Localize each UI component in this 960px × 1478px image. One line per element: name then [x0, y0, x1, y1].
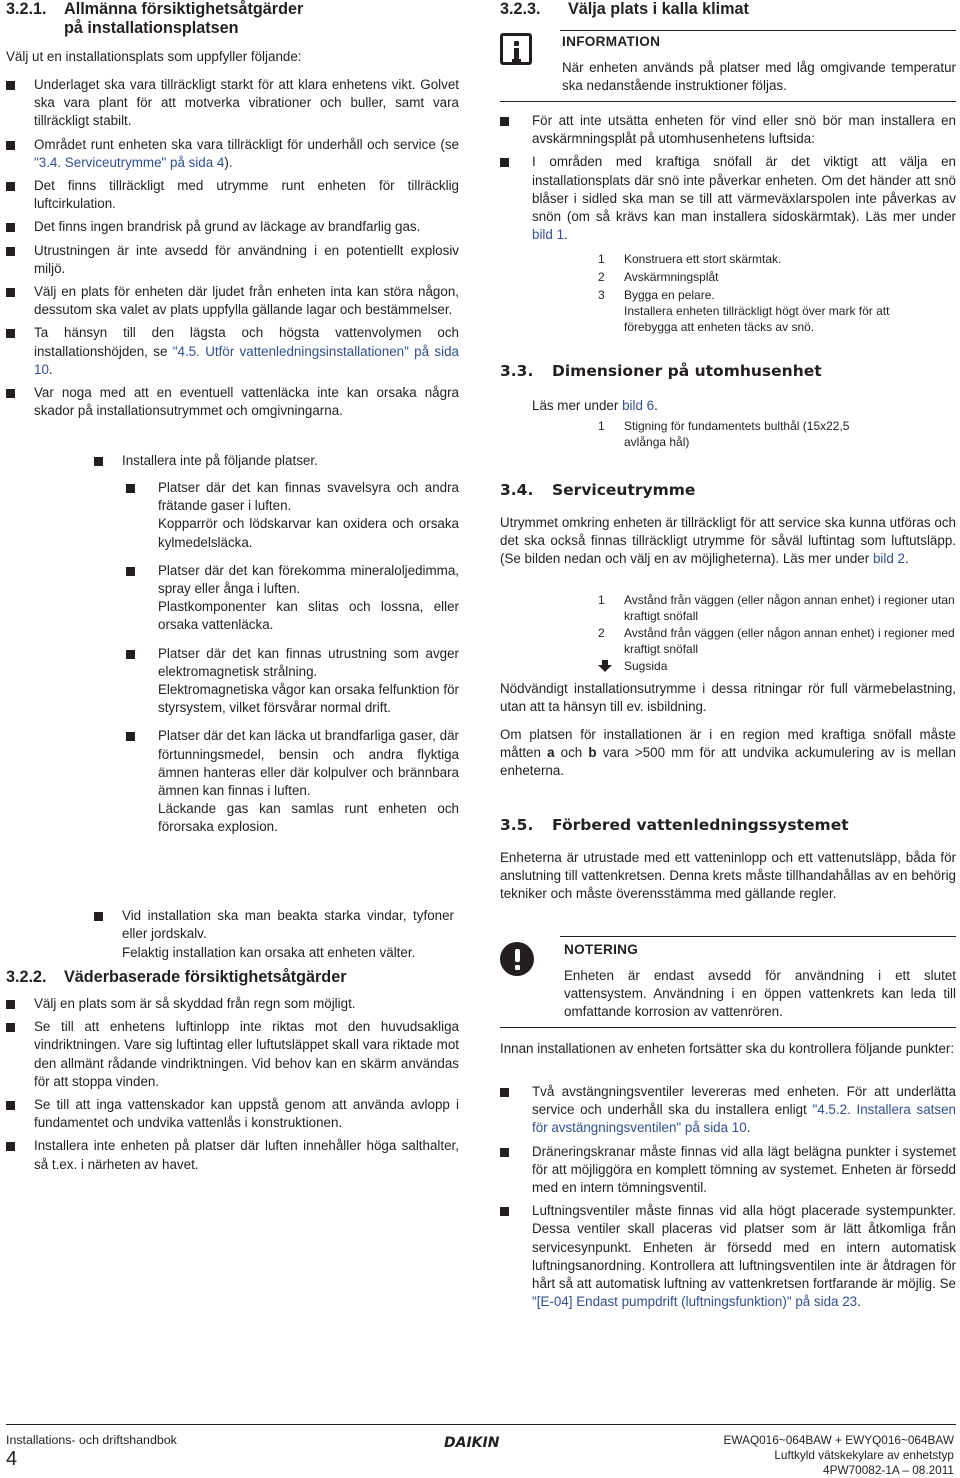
footer-model: EWAQ016~064BAW + EWYQ016~064BAW	[723, 1433, 954, 1447]
legend-item	[598, 418, 858, 450]
link-bild-2[interactable]: bild 2	[872, 551, 905, 567]
heading-number: 3.3.	[500, 362, 534, 380]
figure-legend-bild-6	[598, 418, 858, 450]
footer-page-number: 4	[6, 1448, 18, 1470]
note-box	[500, 936, 956, 1028]
place-text: Platser där det kan finnas utrustning som avger elektromagnetisk strålning.	[158, 645, 459, 679]
information-box	[500, 30, 956, 102]
list-item	[6, 136, 459, 172]
bullet-text: Två avstängningsventiler levereras med enheten. För att underlätta service och underhåll ska du installera enligt	[532, 1084, 956, 1118]
place-text: Platser där det kan läcka ut brandfarliga gaser, där förtunningsmedel, bensin och andra flyktiga ämnen hanteras eller där kolpulver och brännbara ämnen kan finnas i luften.	[158, 728, 459, 799]
installation-space-paragraph: Nödvändigt installationsutrymme i dessa ritningar rör full värmebelastning, utan att ta hänsyn till ev. isbildning.	[500, 681, 956, 715]
legend-number: 2	[598, 270, 605, 284]
water-system-paragraph: Enheterna är utrustade med ett vatteninlopp och ett vattenutsläpp, båda för anslutning till vattenkretsen. Denna krets måste tillhandahållas av en behörig tekniker och måste överensstämma med gällande regler.	[500, 850, 956, 902]
bullet-text: .	[857, 1294, 861, 1310]
place-note: Elektromagnetiska vågor kan orsaka felfunktion för styrsystem, vilket försvårar normal drift.	[158, 682, 459, 716]
legend-number: 1	[598, 252, 605, 266]
heading-number: 3.4.	[500, 481, 534, 499]
legend-item	[598, 658, 956, 674]
legend-text: Konstruera ett stort skärmtak.	[624, 252, 782, 266]
legend-item	[598, 269, 938, 285]
legend-text: Stigning för fundamentets bulthål (15x22,5 avlånga hål)	[624, 419, 850, 449]
bullet-text: Var noga med att en eventuell vattenläcka inte kan orsaka några skador på installationsutrymmet och omgivningarna.	[34, 385, 459, 419]
wind-text: Vid installation ska man beakta starka vindar, tyfoner eller jordskalv.	[122, 908, 454, 942]
box-bottom-rule	[500, 101, 956, 102]
read-text: Läs mer under	[532, 398, 623, 413]
list-item: För att inte utsätta enheten för vind eller snö bör man installera en avskärmningsplåt på utomhusenhetens luftsida:	[500, 112, 956, 148]
legend-number: 1	[598, 593, 605, 607]
read-more-bild-6	[532, 397, 658, 415]
legend-number: 2	[598, 626, 605, 640]
heading-title: Serviceutrymme	[552, 481, 696, 499]
left-column	[6, 0, 459, 1172]
suction-side-arrow-icon	[598, 660, 612, 672]
place-text: Platser där det kan förekomma mineraloljedimma, spray eller ånga i luften.	[158, 562, 459, 597]
list-item: Utrustningen är inte avsedd för användning i en potentiellt explosiv miljö.	[6, 242, 459, 278]
snowfall-paragraph	[500, 726, 956, 781]
legend-text: Avstånd från väggen (eller någon annan enhet) i regioner med kraftigt snöfall	[624, 626, 955, 656]
paragraph-text: vara >500 mm för att undvika ackumulering av is mellan enheterna.	[500, 745, 956, 779]
heading-title-line-2: på installationsplatsen	[64, 19, 239, 37]
heading-title: Förbered vattenledningssystemet	[552, 816, 849, 834]
information-heading: INFORMATION	[562, 34, 661, 49]
bullet-text: Luftningsventiler måste finnas vid alla högt placerade systempunkter. Dessa ventiler skall placeras vid platser som är lätt åtkomliga från servicesynpunkt. Enheten är försedd med en intern automatisk luftningsanordning. Kontrollera att luftningsventilen inte är åtdragen för hårt så att automatisk luftning av vattenkretsen fortfarande är möjlig. Se	[532, 1203, 956, 1292]
place-text: Platser där det kan finnas svavelsyra och andra frätande gaser i luften.	[158, 480, 459, 514]
bullet-text: .	[48, 361, 53, 377]
sub-intro: Installera inte på följande platser.	[94, 452, 482, 470]
information-text: När enheten används på platser med låg omgivande temperatur ska nedanstående instruktioner följas.	[562, 60, 956, 94]
dimension-b: b	[588, 745, 597, 761]
paragraph-text: och	[554, 745, 589, 761]
legend-text: Avstånd från väggen (eller någon annan enhet) i regioner utan kraftigt snöfall	[624, 593, 955, 623]
list-item: Välj en plats för enheten där ljudet från enheten inta kan störa någon, dessutom ska valet av plats uppfylla gällande lagar och bestämmelser.	[6, 283, 459, 319]
figure-legend-bild-1	[598, 251, 938, 335]
list-item: Installera inte enheten på platser där luften innehåller höga salthalter, så t.ex. i närheten av havet.	[6, 1137, 459, 1173]
warning-exclamation-icon	[500, 942, 534, 976]
legend-number: 1	[598, 419, 605, 433]
legend-text: Avskärmningsplåt	[624, 270, 719, 284]
dimension-a: a	[547, 745, 555, 761]
bullet-text: Ta hänsyn till den lägsta och högsta vattenvolymen och installationshöjden, se	[34, 325, 459, 359]
weather-bullet-list	[6, 995, 459, 1174]
list-item	[126, 645, 459, 718]
list-item	[126, 562, 459, 635]
legend-item	[598, 287, 938, 335]
wind-item	[94, 907, 454, 962]
wind-note: Felaktig installation kan orsaka att enheten välter.	[122, 944, 416, 960]
list-item: Se till att enhetens luftinlopp inte riktas mot den huvudsakliga vindriktningen. Vare sig luftintag eller luftutsläppet skall vara riktade mot den allmänt rådande vindriktningen. Vid behov kan en skärm användas för att stoppa vinden.	[6, 1018, 459, 1091]
svg-text:DAIKIN: DAIKIN	[444, 1435, 500, 1450]
footer-brand-logo	[444, 1434, 516, 1454]
place-note: Kopparrör och lödskarvar kan oxidera och orsaka kylmedelsläcka.	[158, 516, 459, 550]
list-item	[500, 153, 956, 244]
place-note: Plastkomponenter kan slitas och lossna, eller orsaka vattenläcka.	[158, 599, 459, 633]
bullet-text: Området runt enheten ska vara tillräckligt för underhåll och service (se	[34, 136, 459, 152]
box-bottom-rule	[500, 1027, 956, 1028]
list-item: Underlaget ska vara tillräckligt starkt för att klara enhetens vikt. Golvet ska vara plant för att motverka vibrationer och buller, samt vara tillräckligt stabilt.	[6, 76, 459, 131]
link-e04-pumpdrift[interactable]: "[E-04] Endast pumpdrift (luftningsfunktion)" på sida 23	[532, 1294, 858, 1310]
heading-title-line-1: Allmänna försiktighetsåtgärder	[64, 0, 304, 18]
figure-legend-bild-2	[598, 592, 956, 674]
heading-number: 3.2.3.	[500, 0, 541, 18]
list-item	[500, 1202, 956, 1311]
box-top-rule	[560, 30, 956, 31]
list-item	[500, 1083, 956, 1138]
link-avstangningsventil[interactable]: "4.5.2. Installera satsen för avstängningsventilen" på sida 10	[532, 1102, 956, 1136]
legend-note: Installera enheten tillräckligt högt över mark för att förebygga att enheten täcks av snö.	[624, 304, 890, 334]
note-text: Enheten är endast avsedd för användning i ett slutet vattensystem. Användning i en öppen vattenkrets kan leda till omfattande korrosion av vattenrören.	[564, 968, 956, 1020]
bullet-text: ).	[224, 154, 233, 170]
general-bullet-list	[6, 76, 459, 420]
place-note: Läckande gas kan samlas runt enheten och förorsaka explosion.	[158, 801, 459, 835]
list-item: Dräneringskranar måste finnas vid alla lägt belägna punkter i systemet för att möjliggöra en komplett tömning av systemet. Enheten är försedd med en intern tömningsventil.	[500, 1143, 956, 1198]
list-item	[6, 384, 459, 420]
list-item	[126, 479, 459, 552]
list-item: Se till att inga vattenskador kan uppstå genom att använda avlopp i fundamentet och undvika vattenlås i konstruktionen.	[6, 1096, 459, 1132]
footer-code: 4PW70082-1A – 08.2011	[823, 1463, 954, 1477]
footer-manual-title: Installations- och driftshandbok	[6, 1433, 177, 1447]
heading-title: Dimensioner på utomhusenhet	[552, 362, 822, 380]
bullet-text: .	[564, 227, 568, 243]
legend-text: Sugsida	[624, 659, 668, 673]
footer-model-info	[724, 1433, 954, 1478]
cold-climate-list	[500, 112, 956, 244]
daikin-logo	[444, 1434, 516, 1450]
link-serviceutrymme[interactable]: "3.4. Serviceutrymme" på sida 4	[34, 154, 225, 170]
heading-number: 3.5.	[500, 816, 534, 834]
check-points-list	[500, 1083, 956, 1311]
footer-rule	[6, 1424, 956, 1425]
legend-text: Bygga en pelare.	[624, 288, 715, 302]
bullet-text: I områden med kraftiga snöfall är det viktigt att välja en installationsplats där snö inte påverkar enheten. Om det händer att snö blåser i sidled ska man se till att värmeväxlarspolen inte påverkas av snön (om så krävs kan man installera sidoskärmtak). Läs mer under	[532, 154, 956, 225]
footer-subtitle: Luftkyld vätskekylare av enhetstyp	[774, 1448, 954, 1462]
box-top-rule	[560, 936, 956, 937]
list-item	[6, 324, 459, 379]
link-vattenledning[interactable]: "4.5. Utför vattenledningsinstallationen" på sida 10	[34, 343, 459, 377]
bullet-text: .	[746, 1120, 751, 1136]
unsuitable-places-list	[126, 479, 459, 837]
paragraph-text: .	[904, 551, 909, 567]
heading-title: Välja plats i kalla klimat	[568, 0, 749, 18]
heading-number: 3.2.1.	[6, 0, 47, 18]
heading-title	[64, 0, 303, 38]
information-icon	[500, 33, 532, 65]
list-item	[126, 727, 459, 836]
link-bild-6[interactable]: bild 6	[622, 398, 655, 413]
heading-title: Väderbaserade försiktighetsåtgärder	[64, 968, 347, 986]
intro-text: Välj ut en installationsplats som uppfyller följande:	[6, 49, 302, 64]
paragraph-text: Om platsen för installationen är i en region med kraftiga snöfall måste måtten	[500, 727, 956, 761]
note-heading: NOTERING	[564, 942, 639, 957]
service-space-paragraph	[500, 514, 956, 569]
read-text: .	[654, 398, 658, 413]
legend-item	[598, 592, 956, 624]
heading-number: 3.2.2.	[6, 968, 47, 986]
legend-item	[598, 625, 956, 657]
list-item: Det finns ingen brandrisk på grund av läckage av brandfarlig gas.	[6, 218, 459, 236]
list-item: Välj en plats som är så skyddad från regn som möjligt.	[6, 995, 459, 1013]
legend-item	[598, 251, 938, 267]
check-points-intro: Innan installationen av enheten fortsätter ska du kontrollera följande punkter:	[500, 1041, 955, 1056]
legend-number: 3	[598, 288, 605, 302]
list-item: Det finns tillräckligt med utrymme runt enheten för tillräcklig luftcirkulation.	[6, 177, 459, 213]
link-bild-1[interactable]: bild 1	[532, 227, 565, 243]
paragraph-text: Utrymmet omkring enheten är tillräckligt för att service ska kunna utföras och det ska också finnas tillräckligt utrymme för såväl luftintag som luftutsläpp. (Se bilden nedan och välj en av möjligheterna). Läs mer under	[500, 515, 956, 567]
